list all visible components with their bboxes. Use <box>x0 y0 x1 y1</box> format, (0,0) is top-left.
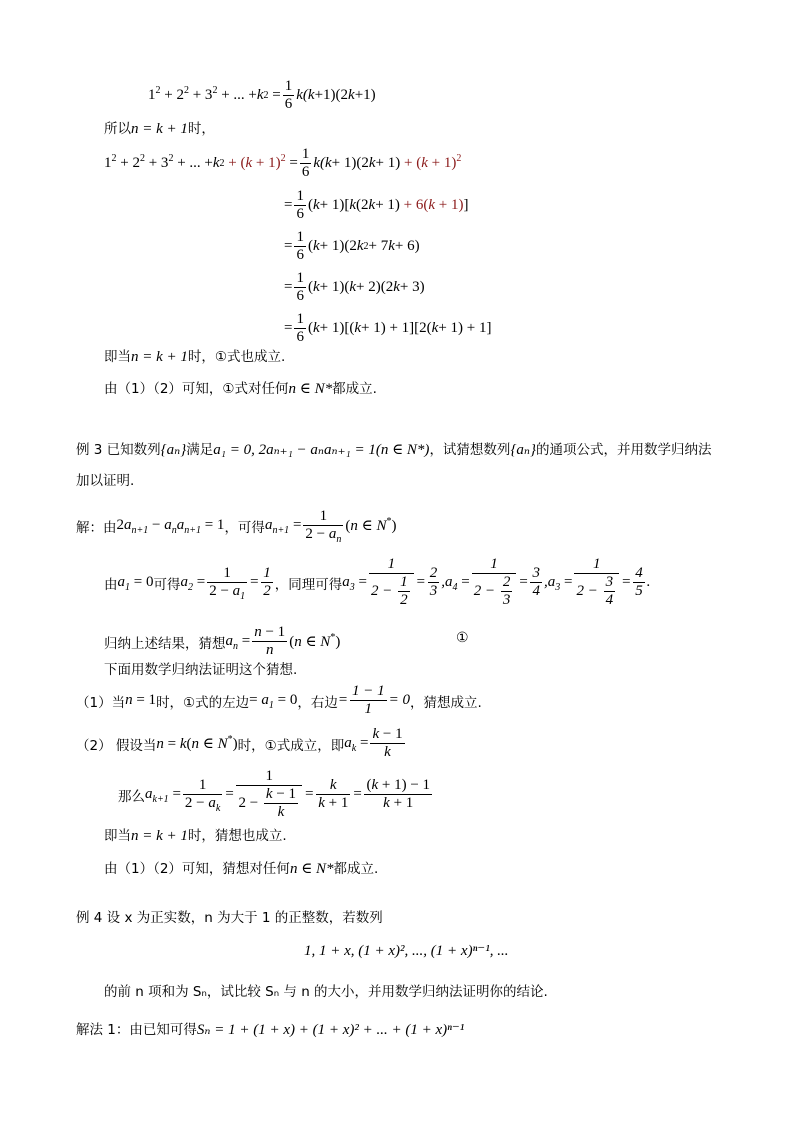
example4-solution: 解法 1：由已知可得Sₙ = 1 + (1 + x) + (1 + x)² + ... + (1 + x)ⁿ⁻¹ <box>76 1022 465 1038</box>
line-conclusion-final: 由（1）（2）可知，①式对任何n ∈ N*都成立. <box>104 381 377 397</box>
formula-step-5: = $\frac{1}{6}$ ( k + 1)[( k + 1) + 1][2( k + 1) + 1] <box>284 311 492 345</box>
example3-proof-case1: （1）当 n = 1 时，①式的左边 = $a_1 = 0$ ，右边 = $\frac{1 - 1}{1}$ = 0 ，猜想成立. <box>76 683 482 717</box>
formula-sum-of-squares: $1^2 + 2^2 + 3^2$ + ... + k 2 = $\frac{1}{6}$ k(k +1)(2 k +1) <box>148 78 376 112</box>
formula-step-3: = $\frac{1}{6}$ ( k + 1)(2 k 2 + 7 k + 6) <box>284 229 420 263</box>
example3-conjecture: 归纳上述结果，猜想 $a_n$ = $\frac{n - 1}{n}$ (n ∈ N*) <box>104 624 341 658</box>
formula-induction-step: $1^2 + 2^2 + 3^2$ + ... + k 2 + $(k + 1)^2$ = $\frac{1}{6}$ k(k + 1)(2 k + 1) + $(k + 1)^2$ <box>104 146 462 180</box>
example3-proof-intro: 下面用数学归纳法证明这个猜想. <box>104 662 298 678</box>
example3-proof-case2: （2） 假设当 n = k(n ∈ N*) 时，①式成立，即 $a_k$ = $\frac{k - 1}{k}$ <box>76 726 403 760</box>
circled-one-marker: ① <box>456 630 469 646</box>
example4-sequence: 1, 1 + x, (1 + x)², ..., (1 + x)ⁿ⁻¹, ... <box>304 943 509 959</box>
formula-step-2: = $\frac{1}{6}$ ( k + 1)[ k (2 k + 1) + 6(k + 1) ] <box>284 188 469 222</box>
example4-title: 例 4 设 x 为正实数，n 为大于 1 的正整数，若数列 <box>76 910 383 926</box>
example3-title-line2: 加以证明. <box>76 473 135 489</box>
example3-final-conclusion: 由（1）（2）可知，猜想对任何n ∈ N*都成立. <box>104 861 379 877</box>
example4-question: 的前 n 项和为 Sₙ，试比较 Sₙ 与 n 的大小，并用数学归纳法证明你的结论. <box>104 984 548 1000</box>
example3-solution-start: 解：由 $2a_{n+1} - a_na_{n+1} = 1$ ，可得 $a_{n+1}$ = $\frac{1}{2 - a_n}$ (n ∈ N*) <box>76 508 397 545</box>
line-case-label: 所以n = k + 1时， <box>104 121 215 137</box>
line-conclusion-step: 即当n = k + 1时，①式也成立. <box>104 349 286 365</box>
example3-step1: 由 $a_1 = 0$ 可得 $a_2$ = $\frac{1}{2 - a_1}$ = $\frac{1}{2}$ ，同理可得 $a_3$ = 1 2 − $\frac{1}{2}$ = $\frac{2}{3}$ $,a_4$ = 1 2 − $\frac{2}{3}$ = $\frac{3}{4}$ $,a_3$ = 1 2 − $\frac{3}{4}$ = $\frac{4}{5}$ . <box>104 556 651 608</box>
formula-step-4: = $\frac{1}{6}$ ( k + 1)( k + 2)(2 k + 3) <box>284 270 425 304</box>
example3-title: 例 3 已知数列{aₙ}满足a₁ = 0, 2aₙ₊₁ − aₙaₙ₊₁ = 1(n ∈ N*)，试猜想数列{aₙ}的通项公式，并用数学归纳法 <box>76 442 712 458</box>
example3-proof-step: 那么 $a_{k+1}$ = $\frac{1}{2 - a_k}$ = 1 2 − $\frac{k - 1}{k}$ = $\frac{k}{k + 1}$ = $\frac{(k + 1) - 1}{k + 1}$ <box>118 768 431 820</box>
example3-proof-conclusion: 即当n = k + 1时，猜想也成立. <box>104 828 287 844</box>
